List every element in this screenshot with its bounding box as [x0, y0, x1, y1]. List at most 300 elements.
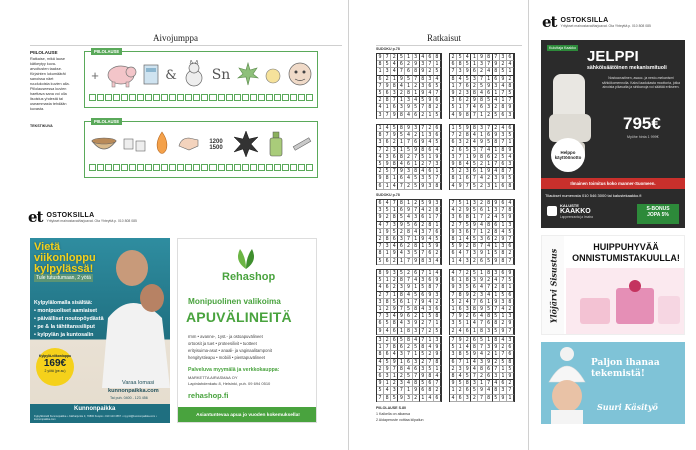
sudoku-cell: 7: [391, 168, 398, 175]
sudoku-cell: 7: [478, 395, 485, 402]
sudoku-cell: 9: [384, 161, 391, 168]
sudoku-cell: 5: [486, 306, 493, 313]
sudoku-cell: 5: [471, 387, 478, 394]
sudoku-cell: 3: [457, 229, 464, 236]
sudoku-cell: 9: [405, 207, 412, 214]
piilolause-heading: PIILOLAUSE: [30, 50, 58, 55]
kp-url[interactable]: kunnonpaikka.com: [108, 388, 159, 394]
sudoku-cell: 8: [391, 214, 398, 221]
sudoku-cell: 3: [413, 359, 420, 366]
sudoku-cell: 7: [413, 373, 420, 380]
sudoku-cell: 1: [478, 112, 485, 119]
sudoku-cell: 5: [464, 222, 471, 229]
sudoku-cell: 3: [420, 366, 427, 373]
sudoku-cell: 3: [384, 68, 391, 75]
sudoku-cell: 9: [420, 373, 427, 380]
sudoku-cell: 7: [398, 387, 405, 394]
sudoku-cell: 8: [413, 306, 420, 313]
sudoku-cell: 5: [507, 90, 514, 97]
sudoku-cell: 4: [384, 125, 391, 132]
sudoku-cell: 7: [486, 380, 493, 387]
sudoku-cell: 6: [398, 207, 405, 214]
sudoku-cell: 9: [471, 222, 478, 229]
fire-icon: [151, 129, 173, 159]
sudoku-cell: 8: [464, 132, 471, 139]
sudoku-cell: 9: [500, 76, 507, 83]
sudoku-cell: 5: [450, 299, 457, 306]
sudoku-cell: 8: [413, 243, 420, 250]
sudoku-cell: 6: [464, 229, 471, 236]
sudoku-cell: 6: [507, 344, 514, 351]
sudoku-cell: 1: [384, 250, 391, 257]
sudoku-cell: 1: [377, 229, 384, 236]
sudoku-cell: 9: [464, 292, 471, 299]
sudoku-cell: 5: [464, 284, 471, 291]
sudoku-cell: 2: [405, 154, 412, 161]
sudoku-cell: 7: [434, 380, 441, 387]
sudoku-cell: 4: [493, 380, 500, 387]
kp-item-3: • pe & la tähtitanssiliput: [34, 324, 95, 330]
sudoku-cell: 5: [398, 270, 405, 277]
sudoku-cell: 9: [398, 395, 405, 402]
puzzle-title: Aivojumppa: [153, 33, 198, 43]
sudoku-cell: 1: [420, 243, 427, 250]
sudoku-cell: 7: [471, 229, 478, 236]
ad-rehashop[interactable]: [177, 238, 317, 423]
sudoku-cell: 1: [471, 54, 478, 61]
sudoku-cell: 8: [457, 161, 464, 168]
sudoku-cell: 9: [493, 344, 500, 351]
sudoku-cell: 2: [464, 337, 471, 344]
sudoku-cell: 9: [384, 270, 391, 277]
sudoku-cell: 3: [398, 380, 405, 387]
sudoku-cell: 4: [478, 90, 485, 97]
sudoku-cell: 4: [500, 306, 507, 313]
sudoku-cell: 6: [398, 344, 405, 351]
page-divider-right: [528, 0, 529, 450]
sudoku-cell: 5: [434, 68, 441, 75]
sudoku-cell: 7: [384, 344, 391, 351]
sudoku-cell: 2: [420, 222, 427, 229]
rehashop-item-3: erityisuima-asut • anaali- ja vaginaalitamponit: [188, 348, 272, 353]
et-logo: et: [28, 208, 43, 226]
sudoku-cell: 8: [486, 313, 493, 320]
kaluste-brand-sub: Lappeenranta ja Imatra: [560, 215, 593, 219]
sudoku-cell: 6: [471, 284, 478, 291]
sudoku-cell: 4: [398, 320, 405, 327]
sudoku-cell: 3: [434, 337, 441, 344]
sudoku-cell: 8: [384, 97, 391, 104]
sudoku-cell: 6: [471, 337, 478, 344]
answer-cells-2[interactable]: [89, 164, 313, 171]
sudoku-cell: 7: [377, 83, 384, 90]
picture-puzzle-1: [84, 51, 318, 108]
sudoku-cell: 4: [507, 200, 514, 207]
ad-hurmaava[interactable]: [541, 235, 685, 335]
sudoku-cell: 3: [493, 207, 500, 214]
sudoku-cell: 6: [478, 104, 485, 111]
sudoku-cell: 6: [391, 236, 398, 243]
sudoku-cell: 3: [464, 306, 471, 313]
sudoku-cell: 9: [471, 154, 478, 161]
sudoku-cell: 6: [493, 76, 500, 83]
sudoku-cell: 7: [377, 243, 384, 250]
sudoku-cell: 2: [405, 243, 412, 250]
sudoku-cell: 9: [457, 243, 464, 250]
sudoku-cell: 9: [434, 351, 441, 358]
sudoku-cell: 9: [420, 139, 427, 146]
sudoku-cell: 2: [434, 387, 441, 394]
sudoku-cell: 5: [384, 61, 391, 68]
sudoku-cell: 4: [450, 270, 457, 277]
sudoku-cell: 5: [391, 125, 398, 132]
sudoku-cell: 1: [500, 222, 507, 229]
sudoku-cell: 1: [478, 380, 485, 387]
sudoku-cell: 7: [486, 125, 493, 132]
sudoku-cell: 7: [478, 243, 485, 250]
sudoku-cell: 8: [420, 344, 427, 351]
sudoku-cell: 3: [493, 373, 500, 380]
sudoku-cell: 7: [427, 359, 434, 366]
sudoku-cell: 7: [457, 154, 464, 161]
sudoku-cell: 4: [413, 277, 420, 284]
s-bonus-1: S-BONUS: [646, 206, 670, 212]
sudoku-cell: 1: [493, 351, 500, 358]
rehashop-site[interactable]: rehashop.fi: [188, 391, 229, 400]
sudoku-cell: 6: [398, 61, 405, 68]
sudoku-cell: 3: [398, 236, 405, 243]
sudoku-label-top: SUDOKU p.78: [376, 47, 400, 51]
cake-photo: [566, 268, 685, 334]
sudoku-label-mid: SUDOKU p.78: [376, 193, 400, 197]
sudoku-cell: 3: [457, 68, 464, 75]
jelppi-badge: Kuluttaja Kaakko: [549, 46, 576, 50]
ad-knit[interactable]: [541, 342, 685, 424]
sudoku-cell: 7: [507, 387, 514, 394]
sudoku-cell: 5: [427, 243, 434, 250]
sudoku-cell: 8: [464, 277, 471, 284]
sudoku-cell: 5: [384, 168, 391, 175]
sudoku-cell: 5: [493, 250, 500, 257]
sudoku-cell: 6: [486, 236, 493, 243]
sudoku-cell: 6: [464, 387, 471, 394]
sudoku-cell: 3: [427, 183, 434, 190]
sudoku-cell: 4: [398, 83, 405, 90]
sudoku-cell: 1: [434, 320, 441, 327]
sudoku-cell: 3: [377, 299, 384, 306]
sudoku-cell: 2: [464, 97, 471, 104]
sudoku-cell: 3: [471, 250, 478, 257]
sudoku-cell: 7: [450, 68, 457, 75]
sudoku-cell: 7: [420, 104, 427, 111]
sudoku-cell: 1: [450, 387, 457, 394]
sudoku-cell: 1: [420, 132, 427, 139]
sudoku-cell: 1: [471, 214, 478, 221]
sudoku-cell: 1: [464, 320, 471, 327]
sudoku-cell: 9: [471, 351, 478, 358]
sudoku-cell: 8: [434, 54, 441, 61]
sudoku-cell: 8: [377, 132, 384, 139]
sudoku-cell: 4: [398, 161, 405, 168]
sudoku-cell: 2: [377, 97, 384, 104]
sudoku-cell: 1: [391, 175, 398, 182]
sudoku-cell: 6: [464, 83, 471, 90]
sudoku-cell: 6: [471, 313, 478, 320]
kp-price-badge: [36, 348, 74, 386]
sudoku-cell: 5: [493, 395, 500, 402]
sudoku-cell: 3: [413, 214, 420, 221]
sudoku-cell: 9: [405, 104, 412, 111]
sudoku-cell: 1: [405, 200, 412, 207]
sudoku-cell: 9: [493, 132, 500, 139]
sudoku-cell: 4: [471, 104, 478, 111]
sudoku-cell: 9: [507, 214, 514, 221]
sudoku-cell: 1: [486, 161, 493, 168]
solutions-footer-head: PIILOLAUSE S.80: [376, 406, 406, 410]
sudoku-cell: 9: [398, 313, 405, 320]
sudoku-cell: 5: [420, 97, 427, 104]
sudoku-cell: 7: [405, 258, 412, 265]
sudoku-cell: 2: [478, 161, 485, 168]
sudoku-cell: 7: [478, 76, 485, 83]
s-bonus-badge: [637, 204, 679, 224]
sudoku-cell: 6: [434, 229, 441, 236]
sudoku-cell: 4: [457, 250, 464, 257]
sudoku-cell: 7: [486, 61, 493, 68]
sudoku-cell: 7: [464, 104, 471, 111]
sudoku-cell: 9: [486, 359, 493, 366]
sudoku-cell: 9: [391, 250, 398, 257]
sudoku-cell: 3: [384, 154, 391, 161]
sudoku-cell: 1: [478, 270, 485, 277]
sudoku-cell: 6: [478, 258, 485, 265]
sudoku-cell: 7: [420, 125, 427, 132]
sudoku-cell: 2: [450, 54, 457, 61]
sudoku-cell: 3: [420, 83, 427, 90]
sudoku-cell: 4: [457, 76, 464, 83]
sudoku-cell: 6: [500, 112, 507, 119]
sudoku-cell: 1: [413, 351, 420, 358]
sudoku-cell: 7: [377, 313, 384, 320]
sudoku-cell: 6: [398, 243, 405, 250]
sudoku-cell: 6: [413, 112, 420, 119]
leaf-icon: [235, 60, 261, 88]
sudoku-cell: 9: [420, 236, 427, 243]
sudoku-cell: 6: [413, 139, 420, 146]
hand-icon: [175, 130, 203, 158]
sudoku-cell: 6: [434, 306, 441, 313]
kaluste-brand-1: KALUSTE: [560, 203, 579, 208]
sudoku-cell: 8: [384, 395, 391, 402]
sudoku-cell: 6: [457, 147, 464, 154]
sudoku-cell: 8: [478, 154, 485, 161]
sudoku-cell: 1: [486, 299, 493, 306]
sudoku-cell: 7: [427, 161, 434, 168]
sudoku-cell: 3: [427, 258, 434, 265]
sudoku-cell: 4: [427, 90, 434, 97]
sudoku-cell: 9: [450, 380, 457, 387]
sudoku-cell: 7: [507, 258, 514, 265]
kp-brand-bar: [30, 404, 170, 423]
sudoku-cell: 5: [493, 328, 500, 335]
sudoku-cell: 9: [427, 292, 434, 299]
sudoku-cell: 8: [427, 104, 434, 111]
sudoku-cell: 4: [377, 284, 384, 291]
sudoku-cell: 5: [420, 154, 427, 161]
sudoku-cell: 1: [427, 337, 434, 344]
sudoku-cell: 2: [478, 68, 485, 75]
sudoku-cell: 7: [405, 351, 412, 358]
sudoku-cell: 2: [493, 125, 500, 132]
sudoku-cell: 6: [434, 97, 441, 104]
sudoku-cell: 9: [405, 284, 412, 291]
sudoku-cell: 1: [391, 373, 398, 380]
sudoku-cell: 4: [405, 292, 412, 299]
sudoku-cell: 7: [391, 97, 398, 104]
sudoku-cell: 8: [398, 277, 405, 284]
sudoku-cell: 1: [377, 125, 384, 132]
sudoku-cell: 2: [507, 306, 514, 313]
sudoku-cell: 1: [427, 270, 434, 277]
sudoku-cell: 3: [478, 359, 485, 366]
sudoku-cell: 1: [486, 207, 493, 214]
sudoku-cell: 4: [478, 222, 485, 229]
sudoku-cell: 6: [384, 90, 391, 97]
sudoku-cell: 8: [478, 328, 485, 335]
sudoku-cell: 2: [493, 154, 500, 161]
answer-cells-1[interactable]: [89, 94, 313, 101]
kp-brand: Kunnonpaikka: [74, 406, 116, 412]
sudoku-cell: 5: [377, 90, 384, 97]
sudoku-grid-7: [376, 269, 442, 335]
sudoku-cell: 6: [384, 258, 391, 265]
splash-icon: [231, 128, 261, 160]
sudoku-cell: 6: [434, 395, 441, 402]
ad-jelppi[interactable]: [541, 40, 685, 228]
sudoku-cell: 8: [434, 183, 441, 190]
sudoku-cell: 5: [464, 351, 471, 358]
sudoku-cell: 2: [478, 183, 485, 190]
sudoku-cell: 9: [413, 320, 420, 327]
sudoku-cell: 8: [420, 147, 427, 154]
sudoku-cell: 7: [500, 351, 507, 358]
sudoku-cell: 8: [500, 250, 507, 257]
sudoku-cell: 9: [420, 68, 427, 75]
sudoku-cell: 4: [434, 258, 441, 265]
sudoku-cell: 4: [391, 68, 398, 75]
sudoku-cell: 2: [405, 61, 412, 68]
sudoku-cell: 1: [486, 250, 493, 257]
sudoku-cell: 7: [471, 112, 478, 119]
sudoku-cell: 7: [420, 250, 427, 257]
sudoku-cell: 8: [507, 299, 514, 306]
sudoku-cell: 5: [493, 313, 500, 320]
sudoku-cell: 2: [464, 243, 471, 250]
sudoku-cell: 3: [427, 306, 434, 313]
sudoku-cell: 5: [486, 97, 493, 104]
sudoku-cell: 6: [398, 175, 405, 182]
sudoku-cell: 4: [413, 337, 420, 344]
sudoku-cell: 4: [500, 229, 507, 236]
kp-badge-line1: Kylpylä-viikonloppu: [38, 354, 72, 358]
sudoku-cell: 1: [464, 200, 471, 207]
sudoku-cell: 1: [398, 258, 405, 265]
sudoku-cell: 9: [398, 76, 405, 83]
sudoku-cell: 6: [493, 222, 500, 229]
sudoku-cell: 9: [478, 306, 485, 313]
sudoku-cell: 2: [398, 90, 405, 97]
sudoku-cell: 4: [377, 104, 384, 111]
kp-headline: Vietä viikonloppu kylpylässä!: [34, 241, 96, 275]
piilolause-source: TEKSTIKUVA: [30, 124, 53, 128]
sudoku-cell: 7: [384, 222, 391, 229]
sudoku-cell: 6: [384, 284, 391, 291]
sudoku-cell: 2: [478, 373, 485, 380]
sudoku-cell: 4: [507, 154, 514, 161]
sudoku-cell: 6: [413, 270, 420, 277]
sudoku-cell: 3: [486, 344, 493, 351]
sudoku-cell: 3: [384, 373, 391, 380]
sudoku-cell: 1: [377, 344, 384, 351]
sudoku-cell: 6: [457, 395, 464, 402]
sudoku-cell: 6: [427, 54, 434, 61]
sudoku-cell: 1: [478, 132, 485, 139]
sudoku-cell: 1: [457, 104, 464, 111]
sudoku-cell: 2: [471, 83, 478, 90]
sudoku-cell: 6: [500, 380, 507, 387]
sudoku-cell: 6: [427, 277, 434, 284]
sudoku-cell: 8: [507, 207, 514, 214]
ad-kunnonpaikka[interactable]: [30, 238, 170, 423]
sudoku-cell: 6: [405, 359, 412, 366]
sudoku-cell: 5: [464, 373, 471, 380]
sudoku-cell: 1: [413, 236, 420, 243]
sudoku-cell: 9: [384, 366, 391, 373]
sudoku-cell: 8: [471, 243, 478, 250]
sudoku-cell: 8: [471, 125, 478, 132]
sudoku-cell: 3: [398, 284, 405, 291]
sudoku-cell: 9: [507, 147, 514, 154]
sudoku-cell: 7: [405, 277, 412, 284]
solutions-rule: [376, 45, 522, 46]
sudoku-cell: 8: [384, 299, 391, 306]
sudoku-cell: 7: [384, 292, 391, 299]
sudoku-cell: 3: [413, 328, 420, 335]
sudoku-cell: 5: [471, 161, 478, 168]
sudoku-cell: 9: [478, 250, 485, 257]
sudoku-cell: 2: [457, 387, 464, 394]
sudoku-cell: 1: [493, 243, 500, 250]
sudoku-cell: 8: [427, 373, 434, 380]
sudoku-cell: 3: [434, 200, 441, 207]
sudoku-cell: 8: [493, 320, 500, 327]
sudoku-cell: 4: [478, 284, 485, 291]
sudoku-cell: 3: [478, 61, 485, 68]
sudoku-cell: 1: [471, 328, 478, 335]
sudoku-cell: 9: [434, 344, 441, 351]
sudoku-cell: 8: [434, 313, 441, 320]
sudoku-cell: 5: [391, 395, 398, 402]
sudoku-cell: 1: [500, 313, 507, 320]
sudoku-cell: 8: [391, 344, 398, 351]
sudoku-cell: 5: [486, 139, 493, 146]
jelppi-help: Helppo käyttöönotto: [554, 150, 582, 160]
sudoku-cell: 3: [464, 168, 471, 175]
sudoku-cell: 7: [457, 222, 464, 229]
sudoku-cell: 2: [507, 76, 514, 83]
sudoku-cell: 6: [377, 183, 384, 190]
sudoku-cell: 2: [420, 112, 427, 119]
